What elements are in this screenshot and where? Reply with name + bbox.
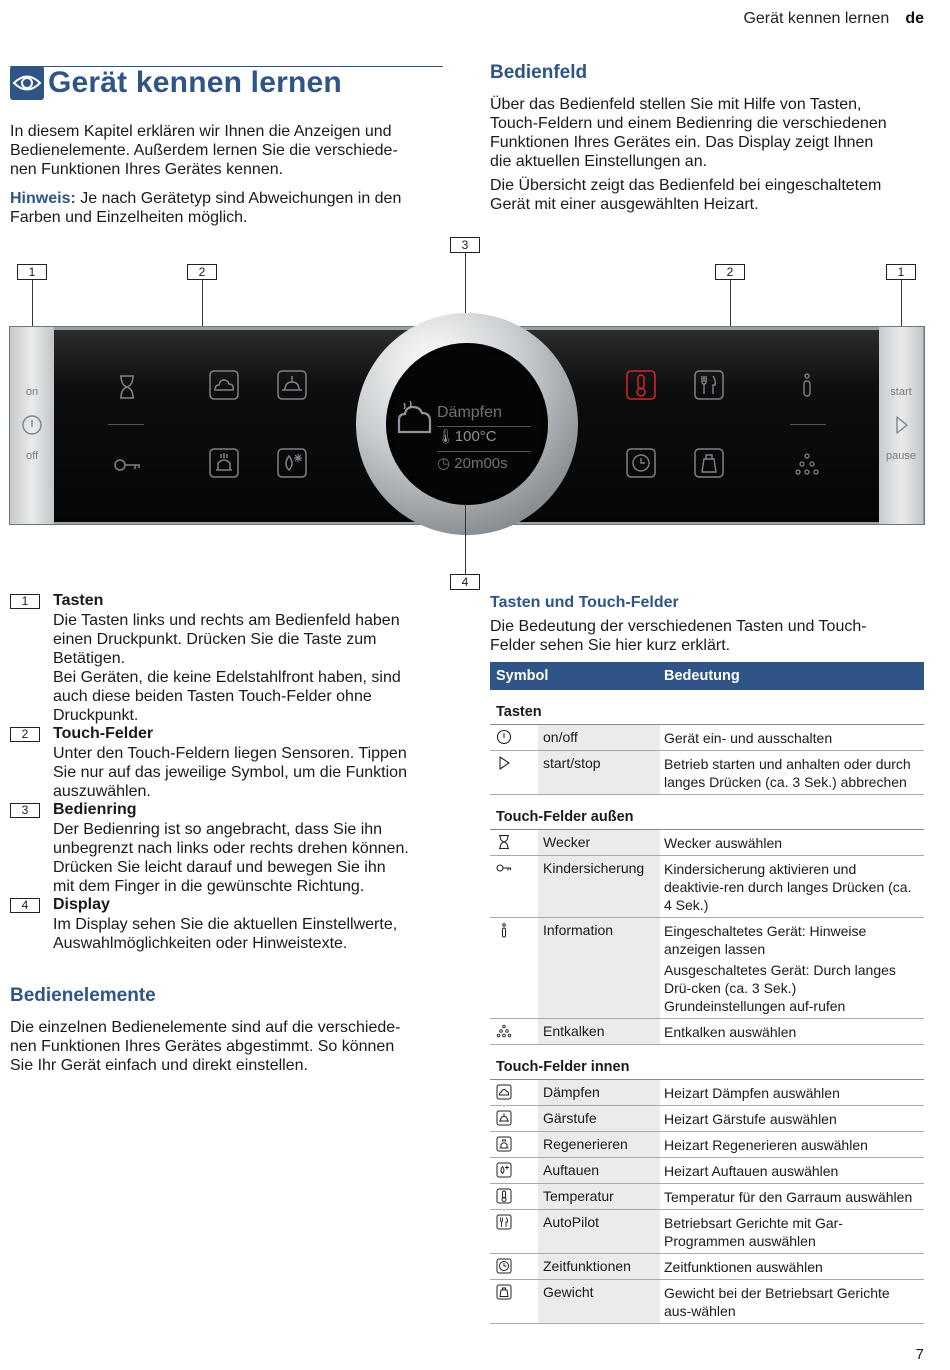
text-line: die aktuellen Einstellungen an. [490, 153, 708, 170]
page-number: 7 [915, 1346, 924, 1363]
callout-line [465, 504, 466, 574]
legend-text-3 [53, 820, 443, 896]
text-line: Auswahlmöglichkeiten oder Hinweistexte. [53, 935, 348, 952]
callout-1-left: 1 [17, 264, 47, 280]
table-row [490, 1158, 924, 1184]
regenerate-icon [490, 1132, 538, 1157]
legend-title-4: Display [53, 896, 110, 913]
bedienfeld-paragraph [490, 95, 930, 171]
description-text: Eingeschaltetes Gerät: Hinweise anzeigen lassen [664, 923, 867, 957]
text-line: Druckpunkt. [53, 707, 139, 724]
description-text: Gerät ein- und ausschalten [664, 730, 833, 746]
symbol-table [490, 662, 924, 1324]
bedienfeld-paragraph-2 [490, 176, 930, 214]
hint-text: Farben und Einzelheiten möglich. [10, 209, 248, 226]
callout-2-left: 2 [187, 264, 217, 280]
text-line: mit dem Finger in die gewünschte Richtung. [53, 878, 365, 895]
row-name: on/off [538, 725, 660, 750]
display-divider [437, 426, 531, 427]
callout-3: 3 [450, 237, 480, 253]
table-group-title: Tasten [490, 690, 924, 725]
row-name: Information [538, 918, 660, 1018]
table-row [490, 1280, 924, 1324]
info-icon [490, 918, 538, 1018]
legend-title-2: Touch-Felder [53, 725, 154, 742]
bedienfeld-heading: Bedienfeld [490, 62, 588, 83]
thermometer-icon [490, 1184, 538, 1209]
text-line: Sie Ihr Gerät einfach und direkt einstellen. [10, 1057, 308, 1074]
row-name: Wecker [538, 830, 660, 855]
table-row [490, 856, 924, 918]
legend-number-3: 3 [10, 803, 40, 818]
description-text: Heizart Regenerieren auswählen [664, 1137, 868, 1153]
text-line: auch diese beiden Tasten Touch-Felder ohne [53, 688, 372, 705]
info-touch-icon[interactable] [792, 370, 822, 400]
row-name: Regenerieren [538, 1132, 660, 1157]
on-label: on [25, 386, 39, 398]
play-icon [890, 414, 912, 441]
legend-number-2: 2 [10, 727, 40, 742]
hourglass-icon[interactable] [112, 372, 142, 402]
row-name: Temperatur [538, 1184, 660, 1209]
page-title: Gerät kennen lernen [48, 66, 342, 99]
description-text: Gewicht bei der Betriebsart Gerichte aus-wählen [664, 1285, 890, 1319]
table-row [490, 751, 924, 795]
cutlery-touch-icon[interactable] [694, 370, 724, 400]
row-name: Entkalken [538, 1019, 660, 1044]
row-description [660, 1080, 924, 1105]
row-description [660, 1106, 924, 1131]
legend-number-1: 1 [10, 594, 40, 609]
row-name: Gärstufe [538, 1106, 660, 1131]
legend-text-2 [53, 744, 443, 801]
defrost-icon [490, 1158, 538, 1183]
off-label: off [25, 450, 39, 462]
row-name: Gewicht [538, 1280, 660, 1323]
table-group-title: Touch-Felder innen [490, 1045, 924, 1080]
description-text: Temperatur für den Garraum auswählen [664, 1189, 913, 1205]
intro-line: In diesem Kapitel erklären wir Ihnen die Anzeigen und [10, 123, 392, 140]
display-mode: Dämpfen [437, 404, 502, 421]
table-row [490, 1019, 924, 1045]
text-line: Die Bedeutung der verschiedenen Tasten und Touch- [490, 618, 867, 635]
proof-touch-icon[interactable] [277, 370, 307, 400]
divider [790, 424, 826, 425]
power-icon [21, 414, 43, 441]
row-description [660, 1184, 924, 1209]
description-text: Ausgeschaltetes Gerät: Durch langes Drü-cken (ca. 3 Sek.) Grundeinstellungen auf-rufen [664, 962, 896, 1014]
bedienelemente-heading: Bedienelemente [10, 985, 156, 1006]
table-row [490, 830, 924, 856]
row-description [660, 1132, 924, 1157]
clock-icon [490, 1254, 538, 1279]
header-section: Gerät kennen lernen [743, 10, 890, 27]
header-symbol: Symbol [496, 668, 549, 684]
description-text: Entkalken auswählen [664, 1024, 797, 1040]
text-line: nen Funktionen Ihres Gerätes abgestimmt. So können [10, 1038, 395, 1055]
display-divider [437, 451, 531, 452]
display-temp-row [437, 428, 497, 445]
key-icon[interactable] [112, 450, 142, 480]
row-name: start/stop [538, 751, 660, 794]
pause-label: pause [886, 450, 916, 462]
text-line: einen Druckpunkt. Drücken Sie die Taste zum [53, 631, 377, 648]
row-name: Kindersicherung [538, 856, 660, 917]
text-line: Drücken Sie leicht darauf und bewegen Sie ihn [53, 859, 386, 876]
thermometer-icon: 🌡︎ [437, 428, 455, 444]
text-line: unbegrenzt nach links oder rechts drehen können. [53, 840, 409, 857]
description-text: Kindersicherung aktivieren und deaktivie-ren durch langes Drücken (ca. 4 Sek.) [664, 861, 912, 913]
thermometer-touch-icon[interactable] [626, 370, 656, 400]
header-lang: de [905, 10, 924, 27]
row-name: Dämpfen [538, 1080, 660, 1105]
table-row [490, 1254, 924, 1280]
row-description [660, 1254, 924, 1279]
row-description [660, 918, 924, 1018]
row-description [660, 856, 924, 917]
intro-line: nen Funktionen Ihres Gerätes kennen. [10, 161, 284, 178]
text-line: Sie nur auf das jeweilige Symbol, um die Funktion [53, 764, 407, 781]
descale-icon [490, 1019, 538, 1044]
row-description [660, 1158, 924, 1183]
text-line: Die Tasten links und rechts am Bedienfeld haben [53, 612, 400, 629]
steam-display-icon [396, 398, 436, 441]
table-row [490, 1132, 924, 1158]
description-text: Heizart Auftauen auswählen [664, 1163, 839, 1179]
description-text: Zeitfunktionen auswählen [664, 1259, 823, 1275]
text-line: Der Bedienring ist so angebracht, dass Sie ihn [53, 821, 383, 838]
header-meaning: Bedeutung [664, 668, 740, 684]
table-row [490, 1210, 924, 1254]
callout-line [465, 253, 466, 317]
legend-text-4 [53, 915, 443, 953]
divider [108, 424, 144, 425]
key-icon [490, 856, 538, 917]
steam-icon [490, 1080, 538, 1105]
display-temp: 100°C [454, 428, 497, 445]
row-description [660, 1019, 924, 1044]
legend-text-1 [53, 611, 443, 725]
row-name: Zeitfunktionen [538, 1254, 660, 1279]
bedienelemente-paragraph [10, 1018, 450, 1075]
row-description [660, 1210, 924, 1253]
hint-paragraph [10, 189, 450, 227]
intro-paragraph [10, 122, 450, 179]
text-line: Betätigen. [53, 650, 126, 667]
callout-1-right: 1 [886, 264, 916, 280]
display-time-row [437, 454, 508, 472]
table-row [490, 1080, 924, 1106]
table-row [490, 1106, 924, 1132]
weight-icon [490, 1280, 538, 1323]
description-text: Wecker auswählen [664, 835, 783, 851]
text-line: Die Übersicht zeigt das Bedienfeld bei eingeschaltetem [490, 177, 882, 194]
text-line: Felder sehen Sie hier kurz erklärt. [490, 637, 731, 654]
text-line: Touch-Feldern und einem Bedienring die verschiedenen [490, 115, 887, 132]
steam-touch-icon[interactable] [209, 370, 239, 400]
proof-icon [490, 1106, 538, 1131]
power-icon [490, 725, 538, 750]
text-line: Funktionen Ihres Gerätes ein. Das Display zeigt Ihnen [490, 134, 874, 151]
description-text: Betriebsart Gerichte mit Gar-Programmen auswählen [664, 1215, 843, 1249]
table-group-title: Touch-Felder außen [490, 795, 924, 830]
row-description [660, 751, 924, 794]
description-text: Heizart Dämpfen auswählen [664, 1085, 840, 1101]
callout-2-right: 2 [715, 264, 745, 280]
legend-title-3: Bedienring [53, 801, 137, 818]
clock-icon: ◷ [437, 455, 451, 472]
clock-touch-icon[interactable] [626, 448, 656, 478]
text-line: Bei Geräten, die keine Edelstahlfront haben, sind [53, 669, 401, 686]
row-name: AutoPilot [538, 1210, 660, 1253]
text-line: Die einzelnen Bedienelemente sind auf die verschiede- [10, 1019, 401, 1036]
running-header [743, 10, 924, 28]
table-row [490, 918, 924, 1019]
text-line: Über das Bedienfeld stellen Sie mit Hilfe von Tasten, [490, 96, 862, 113]
row-description [660, 725, 924, 750]
description-text: Betrieb starten und anhalten oder durch langes Drücken (ca. 3 Sek.) abbrechen [664, 756, 911, 790]
tasten-touch-paragraph [490, 617, 930, 655]
legend-title-1: Tasten [53, 592, 104, 609]
table-header [490, 662, 924, 690]
text-line: Unter den Touch-Feldern liegen Sensoren. Tippen [53, 745, 407, 762]
start-label: start [890, 386, 912, 398]
text-line: Im Display sehen Sie die aktuellen Einstellwerte, [53, 916, 398, 933]
eye-icon [10, 66, 44, 100]
hourglass-icon [490, 830, 538, 855]
hint-label: Hinweis: [10, 190, 76, 207]
weight-touch-icon[interactable] [694, 448, 724, 478]
text-line: auszuwählen. [53, 783, 151, 800]
text-line: Gerät mit einer ausgewählten Heizart. [490, 196, 759, 213]
row-description [660, 1280, 924, 1323]
description-text: Heizart Gärstufe auswählen [664, 1111, 837, 1127]
hint-text: Je nach Gerätetyp sind Abweichungen in den [75, 190, 402, 207]
callout-4: 4 [450, 574, 480, 590]
table-row [490, 725, 924, 751]
display-time: 20m00s [454, 455, 508, 472]
play-icon [490, 751, 538, 794]
title-block [10, 66, 342, 100]
tasten-touch-heading: Tasten und Touch-Felder [490, 594, 679, 611]
intro-line: Bedienelemente. Außerdem lernen Sie die verschiede- [10, 142, 398, 159]
descale-touch-icon[interactable] [792, 450, 822, 480]
row-description [660, 830, 924, 855]
regenerate-touch-icon[interactable] [209, 448, 239, 478]
legend-number-4: 4 [10, 898, 40, 913]
table-row [490, 1184, 924, 1210]
defrost-touch-icon[interactable] [277, 448, 307, 478]
row-name: Auftauen [538, 1158, 660, 1183]
cutlery-icon [490, 1210, 538, 1253]
